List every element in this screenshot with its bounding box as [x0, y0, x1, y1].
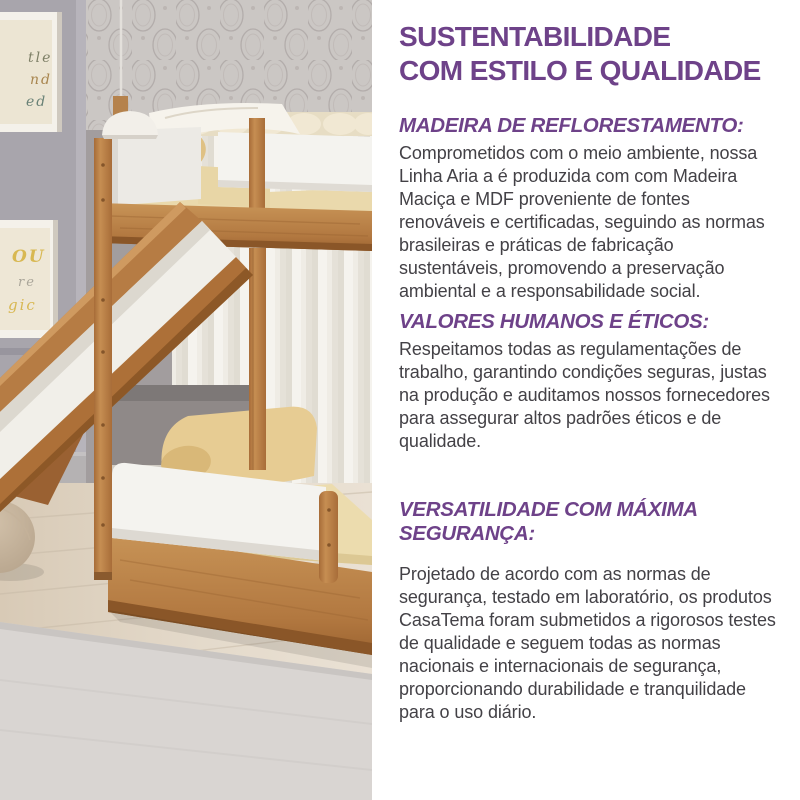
art-top-line2: nd: [30, 72, 52, 88]
room-photo-illustration: [0, 0, 372, 800]
section-valores-heading: VALORES HUMANOS E ÉTICOS:: [399, 310, 709, 333]
bed-post: [94, 138, 112, 580]
wall-art-frame-top: [0, 12, 62, 132]
section-valores: [399, 310, 778, 453]
info-panel: [372, 0, 800, 800]
page-title: [399, 20, 778, 88]
art-top-line1: tle: [28, 50, 53, 66]
section-versatilidade: [399, 498, 778, 724]
section-versatilidade-body: Projetado de acordo com as normas de segurança, testado em laboratório, os produtos CasaTema foram submetidos a rigorosos testes de qualidade e seguem todas as normas nacionais e internacionais de segurança, proporcionando durabilidade e tranquilidade para o uso diário.: [399, 564, 776, 722]
room-photo: [0, 0, 372, 800]
section-madeira-heading: MADEIRA DE REFLORESTAMENTO:: [399, 114, 744, 137]
page-title-line2: COM ESTILO E QUALIDADE: [399, 55, 761, 86]
art-bottom-line1: OU: [12, 247, 46, 267]
page-title-line1: SUSTENTABILIDADE: [399, 21, 671, 52]
art-top-line3: ed: [26, 94, 48, 110]
section-versatilidade-heading: VERSATILIDADE COM MÁXIMA SEGURANÇA:: [399, 498, 698, 545]
art-bottom-line2: re: [18, 275, 36, 290]
art-bottom-line3: gic: [8, 296, 37, 314]
section-valores-body: Respeitamos todas as regulamentações de trabalho, garantindo condições seguras, justas na produção e auditamos nossos fornecedores para assegurar altos padrões éticos e de qualidade.: [399, 339, 770, 451]
section-madeira: [399, 114, 778, 303]
wall-art-frame-bottom: [0, 220, 58, 338]
section-madeira-body: Comprometidos com o meio ambiente, nossa Linha Aria a é produzida com com Madeira Maciça e MDF proveniente de fontes renováveis e certificadas, seguindo as normas brasileiras e práticas de fabricação sustentáveis, promovendo a preservação ambiental e a responsabilidade social.: [399, 143, 765, 301]
